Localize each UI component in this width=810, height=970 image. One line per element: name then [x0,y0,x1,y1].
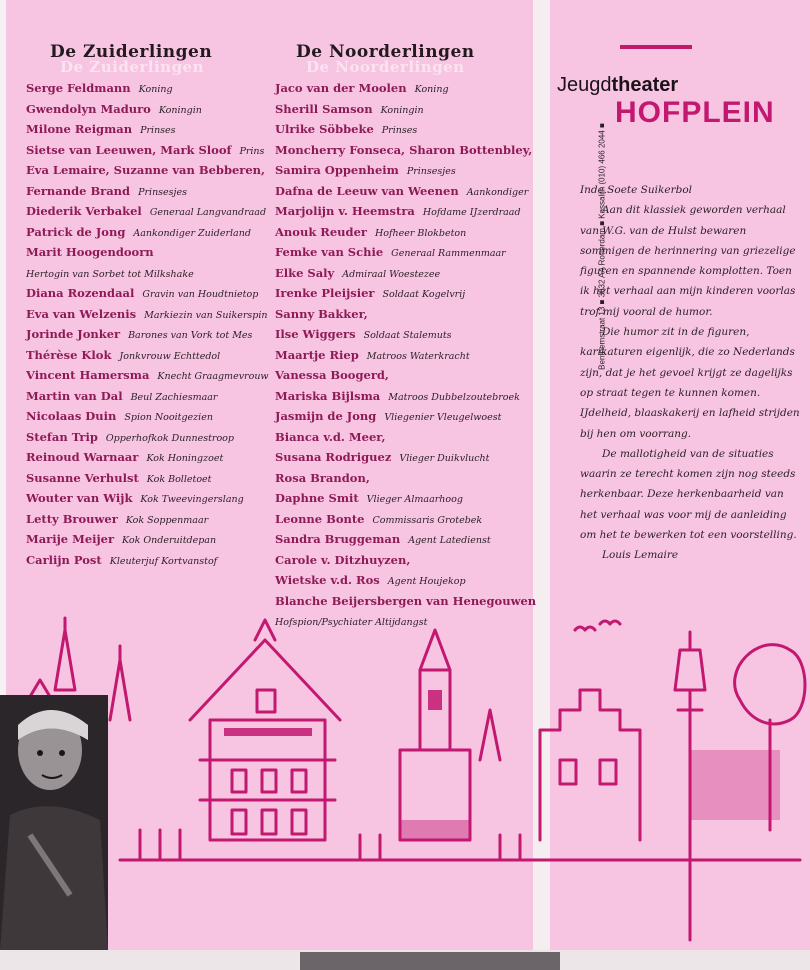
actor-name: Daphne Smit [275,491,359,505]
role-name: Hofdame IJzerdraad [422,207,521,218]
role-name: Koning [138,84,173,95]
actor-name: Wouter van Wijk [26,491,133,505]
north-cast-entry [275,201,536,222]
north-title: De Noorderlingen [296,42,475,62]
role-name: Prinses [381,125,418,136]
north-cast-entry [275,447,536,468]
actor-name: Jaco van der Moolen [275,81,407,95]
role-name: Kok Bolletoet [146,473,212,485]
actor-name: Femke van Schie [275,245,384,259]
south-cast-entry [26,283,269,304]
south-cast-entry [26,140,269,161]
role-name: Kok Honingzoet [146,453,224,464]
actor-name: Sandra Bruggeman [275,532,401,546]
role-name: Vlieger Almaarhoog [366,494,463,505]
role-name: Beul Zachiesmaar [130,391,218,403]
actor-name: Rosa Brandon, [275,470,370,485]
logo-subtitle: Jeugdtheater [557,74,679,96]
logo-hofplein: HOFPLEIN [615,96,775,129]
south-cast-entry [26,99,269,120]
actor-name: Stefan Trip [26,429,98,444]
south-cast-entry [26,386,269,407]
role-name: Commissaris Grotebek [372,514,483,526]
south-title-shadow: De Zuiderlingen [60,58,205,76]
role-name: Prinsesjes [138,186,187,198]
role-name: Vliegenier Vleugelwoest [384,412,502,423]
south-cast-entry [26,345,269,366]
story-paragraph-2: Die humor zit in de figuren, karikaturen eigenlijk, die zo Nederlands zijn, dat je het gevoel krijgt ze dagelijks op straat tegen te kunnen komen. IJdelheid, blaaskakerij en lafheid strijden bij hen om voorrang. [580,326,800,440]
actor-name: Elke Saly [275,265,335,280]
actor-name: Fernande Brand [26,183,131,198]
north-cast-entry [275,78,536,99]
actor-name: Jasmijn de Jong [275,409,377,423]
role-name: Knecht Graagmevrouw [157,371,269,382]
actor-name: Thérèse Klok [26,347,112,362]
role-name: Kleuterjuf Kortvanstof [109,555,218,567]
role-name: Koningin [158,104,202,116]
south-cast-entry [26,242,269,263]
south-cast-entry [26,78,269,99]
role-name: Kok Onderuitdepan [122,535,217,546]
role-name: Opperhofkok Dunnestroop [105,432,234,444]
role-name: Koningin [380,104,424,116]
north-cast-entry [275,160,536,181]
north-cast-entry [275,488,536,509]
actor-name: Patrick de Jong [26,224,126,239]
actor-name: Gwendolyn Maduro [26,101,151,116]
role-name: Soldaat Stalemuts [363,330,452,341]
role-name: Matroos Dubbelzoutebroek [388,391,520,403]
actor-name: Jorinde Jonker [26,327,121,341]
role-name: Markiezin van Suikerspin [144,309,268,321]
south-cast-entry [26,468,269,489]
role-name: Generaal Langvandraad [149,207,267,218]
role-name: Jonkvrouw Echttedol [119,350,221,362]
role-name: Hertogin van Sorbet tot Milkshake [26,268,194,280]
role-name: Koning [414,84,449,95]
role-name: Admiraal Woestezee [342,268,441,280]
address-line: Benthemstraat 13 ■ 3032 AA Rotterdam ■ Kassalijn (010) 466 2044 ■ [597,123,607,370]
north-cast-entry [275,386,536,407]
north-cast-entry [275,406,536,427]
actor-name: Carole v. Ditzhuyzen, [275,552,411,567]
role-name: Matroos Waterkracht [366,350,470,362]
bottom-photo-edge [300,952,560,970]
story-signature: Louis Lemaire [602,549,679,562]
south-cast-entry [26,304,269,325]
south-cast-entry [26,263,269,284]
north-cast-entry [275,468,536,489]
actor-name: Reinoud Warnaar [26,450,139,464]
south-cast-entry [26,119,269,140]
actor-name: Serge Feldmann [26,81,131,95]
actor-name: Ulrike Söbbeke [275,122,374,136]
role-name: Prins [239,145,265,157]
south-cast-entry [26,488,269,509]
actor-name: Samira Oppenheim [275,163,399,177]
actor-name: Leonne Bonte [275,511,365,526]
story-paragraph-3: De mallotigheid van de situaties waarin ze terecht komen zijn nog steeds herkenbaar. Deze herkenbaarheid van het verhaal was voor mij de aanleiding om het te bewerken tot een voorstelling. [580,447,797,542]
actor-name: Wietske v.d. Ros [275,573,380,587]
actor-name: Marije Meijer [26,532,115,546]
south-cast-entry [26,447,269,468]
actor-name: Susanne Verhulst [26,470,139,485]
role-name: Generaal Rammenmaar [391,248,506,259]
north-cast-entry [275,283,536,304]
actor-name: Bianca v.d. Meer, [275,429,386,444]
story-text [580,180,802,566]
south-cast-entry [26,406,269,427]
role-name: Kok Soppenmaar [125,514,209,526]
north-cast-list [275,78,536,632]
role-name: Barones van Vork tot Mes [128,330,253,341]
south-cast-entry [26,509,269,530]
actor-name: Marit Hoogendoorn [26,245,154,259]
actor-name: Letty Brouwer [26,511,118,526]
south-cast-entry [26,181,269,202]
role-name: Prinsesjes [406,166,456,177]
north-cast-entry [275,140,536,161]
north-cast-entry [275,509,536,530]
actor-name: Moncherry Fonseca, Sharon Bottenbley, [275,142,533,157]
north-cast-entry [275,427,536,448]
north-cast-entry [275,119,536,140]
south-cast-entry [26,550,269,571]
role-name: Gravin van Houdtnietop [142,289,259,300]
north-cast-entry [275,242,536,263]
role-name: Agent Houjekop [387,576,466,587]
north-cast-entry [275,324,536,345]
actor-name: Sietse van Leeuwen, Mark Sloof [26,142,232,157]
south-cast-entry [26,222,269,243]
actor-name: Sherill Samson [275,101,373,116]
actor-name: Marjolijn v. Heemstra [275,204,415,218]
actor-name: Eva Lemaire, Suzanne van Bebberen, [26,163,266,177]
north-cast-entry [275,181,536,202]
north-cast-entry [275,550,536,571]
actor-name: Vincent Hamersma [26,368,150,382]
south-cast-entry [26,365,269,386]
actor-name: Eva van Welzenis [26,306,137,321]
actor-name: Milone Reigman [26,122,133,136]
south-cast-entry [26,324,269,345]
actor-name: Anouk Reuder [275,224,367,239]
north-cast-entry [275,529,536,550]
actor-name: Mariska Bijlsma [275,388,381,403]
actor-name: Ilse Wiggers [275,327,356,341]
actor-name: Sanny Bakker, [275,306,368,321]
actor-name: Blanche Beijersbergen van Henegouwen [275,593,537,608]
north-cast-entry [275,591,536,612]
actor-name: Irenke Pleijsier [275,286,375,300]
north-cast-entry [275,345,536,366]
actor-name: Carlijn Post [26,552,102,567]
south-cast-entry [26,160,269,181]
role-name: Agent Latedienst [408,535,491,546]
south-cast-entry [26,201,269,222]
actor-name: Susana Rodriguez [275,450,392,464]
role-name: Spion Nooitgezien [124,412,213,423]
actor-name: Maartje Riep [275,347,359,362]
role-name: Kok Tweevingerslang [140,494,244,505]
actor-name: Martin van Dal [26,388,123,403]
actor-name: Nicolaas Duin [26,409,117,423]
south-cast-entry [26,529,269,550]
north-cast-entry [275,99,536,120]
role-name: Aankondiger [466,186,529,198]
logo-accent-bar [620,45,692,49]
actor-name: Dafna de Leeuw van Weenen [275,183,459,198]
role-name: Aankondiger Zuiderland [133,227,251,239]
south-title: De Zuiderlingen [50,42,213,62]
role-name: Soldaat Kogelvrij [382,289,466,300]
role-name: Prinses [140,125,176,136]
north-cast-entry [275,570,536,591]
town-illustration [0,610,810,950]
north-cast-entry [275,304,536,325]
role-name: Hofspion/Psychiater Altijdangst [275,617,428,628]
story-heading: Inde Soete Suikerbol [580,184,692,196]
actor-name: Diana Rozendaal [26,286,135,300]
north-cast-entry [275,365,536,386]
actor-name: Vanessa Boogerd, [275,368,389,382]
actor-photo-image [0,695,108,950]
actor-photo [0,695,108,950]
south-cast-entry [26,427,269,448]
role-name: Vlieger Duikvlucht [399,453,490,464]
south-cast-list [26,78,269,570]
north-title-shadow: De Noorderlingen [306,58,465,76]
north-cast-entry [275,263,536,284]
story-paragraph-1: Aan dit klassiek geworden verhaal van W.G. van de Hulst bewaren sommigen de herinnering van griezelige figuren en spannende komplotten. Toen ik het verhaal aan mijn kinderen voorlas trof mij vooral de humor. [580,204,796,318]
north-cast-entry [275,222,536,243]
actor-name: Diederik Verbakel [26,204,142,218]
role-name: Hofheer Blokbeton [374,227,467,239]
